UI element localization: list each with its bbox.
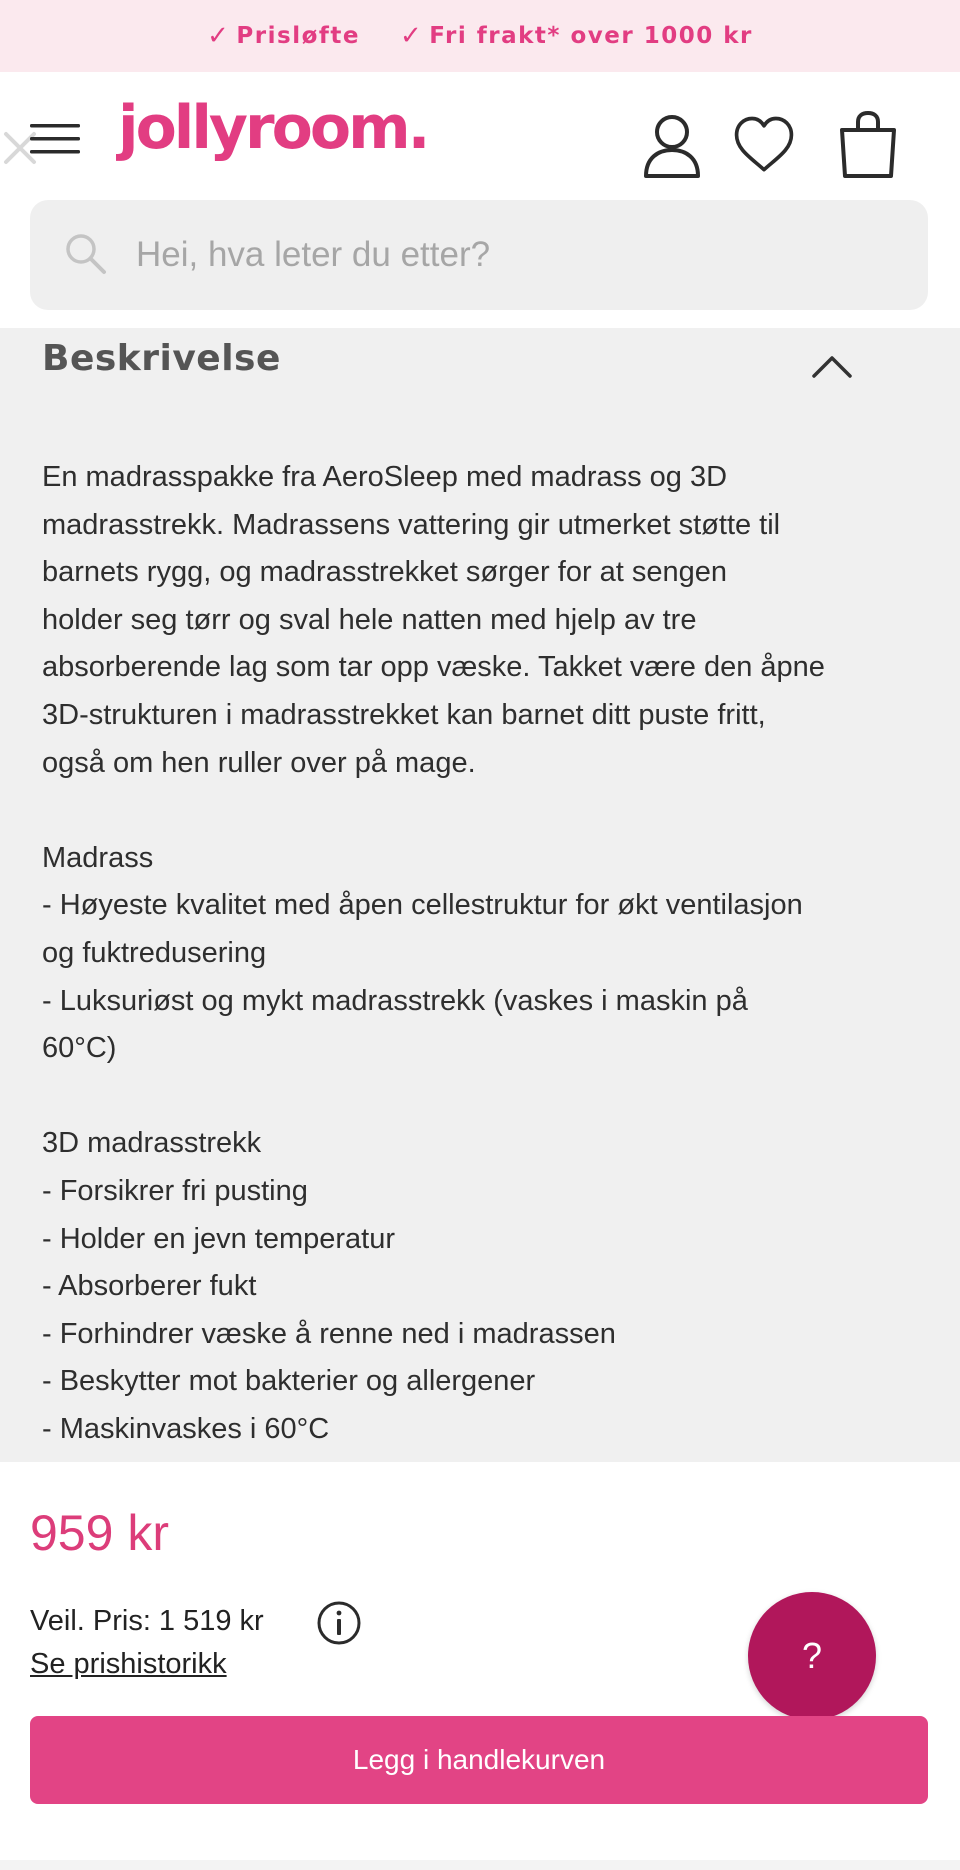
- description-line: - Høyeste kvalitet med åpen cellestruktur for økt ventilasjon: [42, 889, 803, 922]
- description-line: - Maskinvaskes i 60°C: [42, 1412, 330, 1445]
- description-line: 3D-strukturen i madrasstrekket kan barnet ditt puste fritt,: [42, 698, 766, 731]
- description-line: - Absorberer fukt: [42, 1270, 257, 1303]
- description-line: En madrasspakke fra AeroSleep med madrass og 3D: [42, 461, 728, 493]
- check-icon: ✓: [207, 21, 231, 51]
- price-history-link[interactable]: Se prishistorikk: [30, 1648, 227, 1680]
- description-line: absorberende lag som tar opp væske. Takket være den åpne: [42, 651, 825, 684]
- description-line: 60°C): [42, 1032, 117, 1065]
- usp-price-promise-label: Prisløfte: [236, 23, 360, 49]
- description-line: madrasstrekk. Madrassens vattering gir utmerket støtte til: [42, 508, 781, 541]
- check-icon: ✓: [399, 21, 424, 51]
- description-line: - Forhindrer væske å renne ned i madrassen: [42, 1317, 616, 1350]
- description-heading[interactable]: Beskrivelse: [42, 338, 281, 379]
- help-button[interactable]: ?: [748, 1592, 876, 1720]
- heart-icon[interactable]: [732, 110, 796, 180]
- add-to-cart-button[interactable]: Legg i handlekurven: [30, 1716, 928, 1804]
- description-line: Madrass: [42, 841, 154, 874]
- chevron-up-icon[interactable]: [808, 346, 856, 386]
- description-line: også om hen ruller over på mage.: [42, 746, 476, 779]
- usp-bar: [0, 0, 960, 72]
- shopping-bag-icon[interactable]: [836, 110, 900, 180]
- paragraph-gap: [42, 1073, 932, 1121]
- description-line: 3D madrasstrekk: [42, 1127, 262, 1160]
- usp-price-promise: [207, 21, 360, 51]
- recommended-price: Veil. Pris: 1 519 kr: [30, 1605, 264, 1637]
- usp-free-shipping: [400, 21, 753, 51]
- usp-free-shipping-label: Fri frakt* over 1000 kr: [429, 23, 753, 49]
- description-body: [42, 454, 932, 1453]
- description-section: [0, 328, 960, 1462]
- jollyroom-logo[interactable]: jollyroom.: [118, 93, 428, 163]
- search-input[interactable]: [136, 200, 896, 310]
- description-line: - Beskytter mot bakterier og allergener: [42, 1365, 536, 1398]
- menu-icon[interactable]: [30, 122, 80, 156]
- description-line: barnets rygg, og madrasstrekket sørger for at sengen: [42, 556, 728, 589]
- search-bar: [30, 200, 928, 310]
- product-price: 959 kr: [30, 1505, 169, 1561]
- description-line: - Luksuriøst og mykt madrasstrekk (vaskes i maskin på: [42, 984, 748, 1017]
- description-line: - Holder en jevn temperatur: [42, 1222, 395, 1255]
- search-icon: [62, 230, 110, 278]
- description-line: - Forsikrer fri pusting: [42, 1174, 308, 1207]
- site-header: [0, 72, 960, 200]
- info-icon[interactable]: [316, 1600, 362, 1646]
- account-icon[interactable]: [640, 110, 704, 180]
- paragraph-gap: [42, 787, 932, 835]
- description-line: og fuktredusering: [42, 936, 267, 969]
- description-line: holder seg tørr og sval hele natten med hjelp av tre: [42, 603, 697, 636]
- bottom-divider: [0, 1860, 960, 1870]
